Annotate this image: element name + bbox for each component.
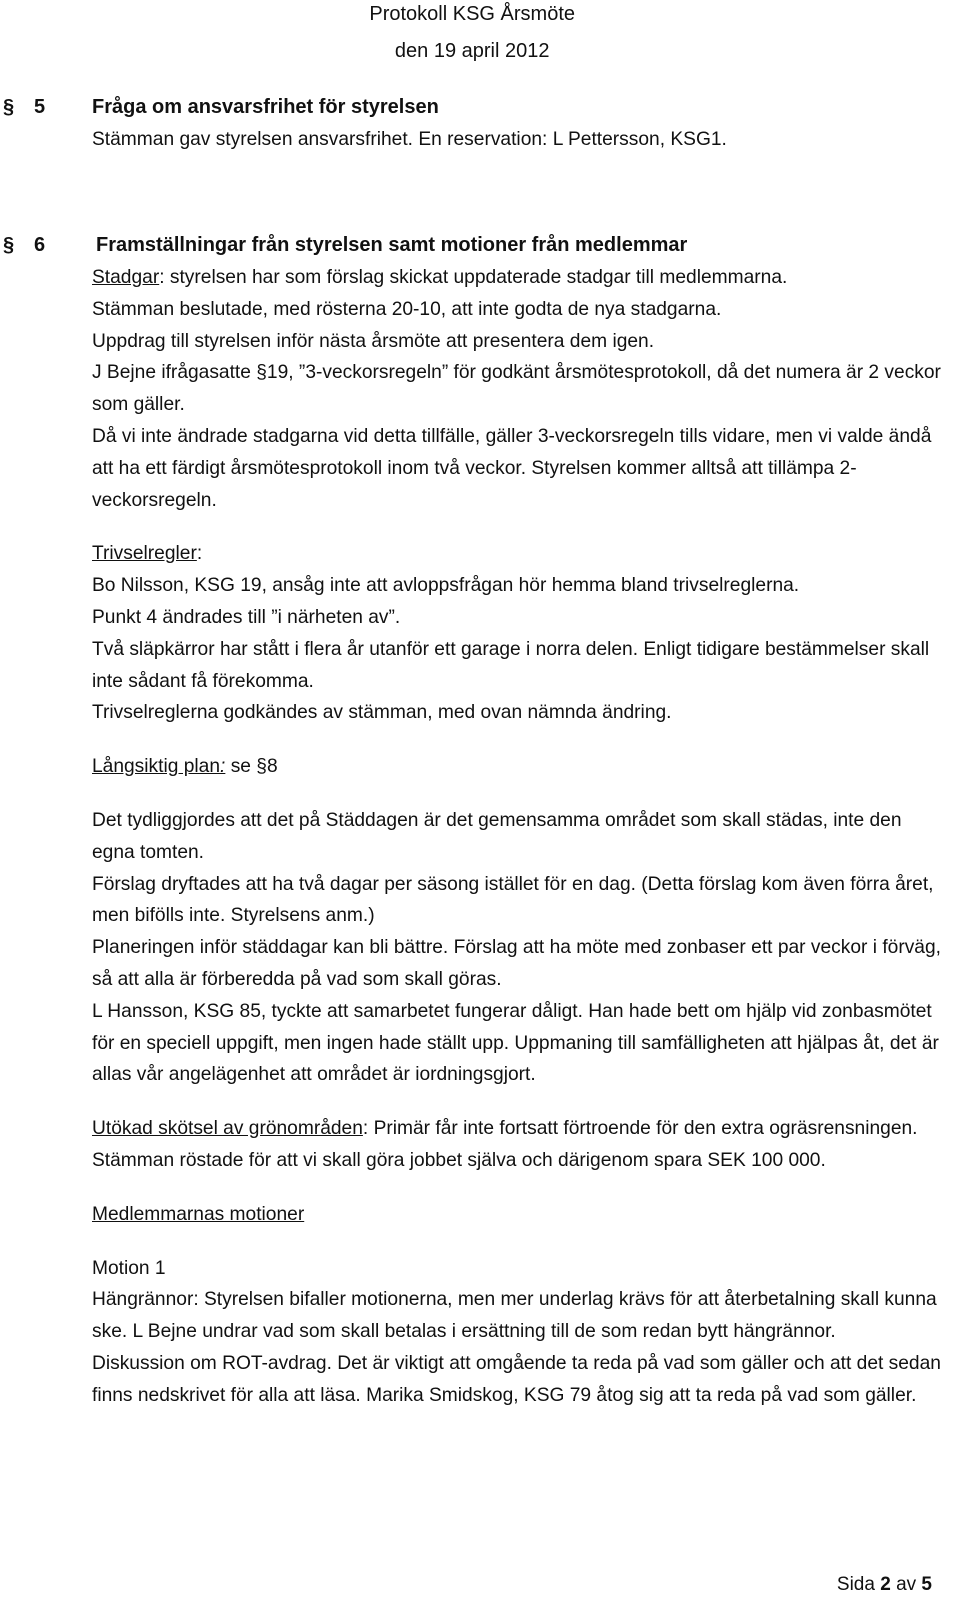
section-6-body: [92, 262, 944, 1412]
paragraph: Det tydliggjordes att det på Städdagen är det gemensamma området som skall städas, inte den egna tomten.: [92, 809, 902, 863]
paragraph: Bo Nilsson, KSG 19, ansåg inte att avloppsfrågan hör hemma bland trivselreglerna.: [92, 575, 800, 597]
footer-prefix: Sida: [836, 1574, 875, 1595]
section-symbol: §: [3, 96, 15, 118]
header-title: Protokoll KSG Årsmöte: [369, 3, 575, 25]
section-5-body: [92, 124, 944, 156]
plan-ref: se §8: [225, 756, 278, 778]
paragraph: Trivselreglerna godkändes av stämman, med ovan nämnda ändring.: [92, 702, 672, 724]
paragraph: L Hansson, KSG 85, tyckte att samarbetet fungerar dåligt. Han hade bett om hjälp vid zonbasmötet för en speciell uppgift, men ingen hade ställt upp. Uppmaning till samfälligheten att hjälpas åt, det är allas vår angelägenhet att området är iordningsgjort.: [92, 1000, 939, 1086]
section-number: 5: [34, 96, 46, 118]
header-date: den 19 april 2012: [394, 40, 550, 62]
paragraph: Diskussion om ROT-avdrag. Det är viktigt att omgående ta reda på vad som gäller och att det sedan finns nedskrivet för alla att läsa. Marika Smidskog, KSG 79 åtog sig att ta reda på vad som gäller.: [92, 1352, 941, 1406]
section-number: 6: [34, 234, 46, 256]
trivsel-colon: :: [196, 543, 203, 565]
plan-heading: [92, 751, 944, 783]
stadgar-label: Stadgar: [92, 267, 160, 288]
paragraph: Två släpkärror har stått i flera år utanför ett garage i norra delen. Enligt tidigare bestämmelser skall inte sådant få förekomma.: [92, 638, 930, 692]
plan-label: Långsiktig plan: [92, 756, 221, 778]
motion-title: Motion 1: [92, 1257, 166, 1279]
footer-page-number: 2: [880, 1574, 891, 1595]
page-footer: [837, 1573, 932, 1597]
paragraph: Stämman beslutade, med rösterna 20-10, att inte godta de nya stadgarna.: [92, 298, 722, 320]
stadgar-paragraph: [92, 262, 944, 294]
paragraph: Förslag dryftades att ha två dagar per säsong istället för en dag. (Detta förslag kom även förra året, men bifölls inte. Styrelsens anm.): [92, 873, 934, 927]
section-title: Framställningar från styrelsen samt motioner från medlemmar: [96, 234, 688, 256]
footer-total-pages: 5: [921, 1574, 932, 1595]
paragraph: Uppdrag till styrelsen inför nästa årsmöte att presentera dem igen.: [92, 330, 655, 352]
skotsel-label: Utökad skötsel av grönområden: [92, 1118, 363, 1140]
paragraph: Planeringen inför städdagar kan bli bättre. Förslag att ha möte med zonbaser ett par veckor i förväg, så att alla är förberedda på vad som skall göras.: [92, 937, 941, 990]
plan-colon: :: [220, 756, 226, 778]
motioner-heading: Medlemmarnas motioner: [92, 1203, 305, 1225]
skotsel-text: : Primär får inte fortsatt förtroende för den extra ogräsrensningen. Stämman röstade för att vi skall göra jobbet själva och därigenom spara SEK 100 000.: [92, 1118, 918, 1171]
section-title: Fråga om ansvarsfrihet för styrelsen: [92, 96, 439, 118]
footer-middle: av: [896, 1574, 917, 1595]
paragraph: Stämman gav styrelsen ansvarsfrihet. En reservation: L Pettersson, KSG1.: [92, 129, 727, 150]
skotsel-paragraph: [92, 1113, 944, 1177]
stadgar-text: : styrelsen har som förslag skickat uppdaterade stadgar till medlemmarna.: [159, 267, 788, 288]
trivsel-label: Trivselregler: [92, 543, 197, 565]
page-header: [369, 2, 575, 63]
paragraph: Hängrännor: Styrelsen bifaller motionerna, men mer underlag krävs för att återbetalning skall kunna ske. L Bejne undrar vad som skall betalas i ersättning till de som redan bytt hängrännor.: [92, 1289, 937, 1343]
paragraph: J Bejne ifrågasatte §19, ”3-veckorsregeln” för godkänt årsmötesprotokoll, då det numera är 2 veckor som gäller.: [92, 362, 941, 416]
paragraph: Punkt 4 ändrades till ”i närheten av”.: [92, 606, 401, 628]
section-symbol: §: [3, 234, 15, 256]
paragraph: Då vi inte ändrade stadgarna vid detta tillfälle, gäller 3-veckorsregeln tills vidare, men vi valde ändå att ha ett färdigt årsmötesprotokoll inom två veckor. Styrelsen kommer alltså att tillämpa 2-veckorsregeln.: [92, 425, 932, 511]
trivsel-heading: [92, 538, 944, 570]
